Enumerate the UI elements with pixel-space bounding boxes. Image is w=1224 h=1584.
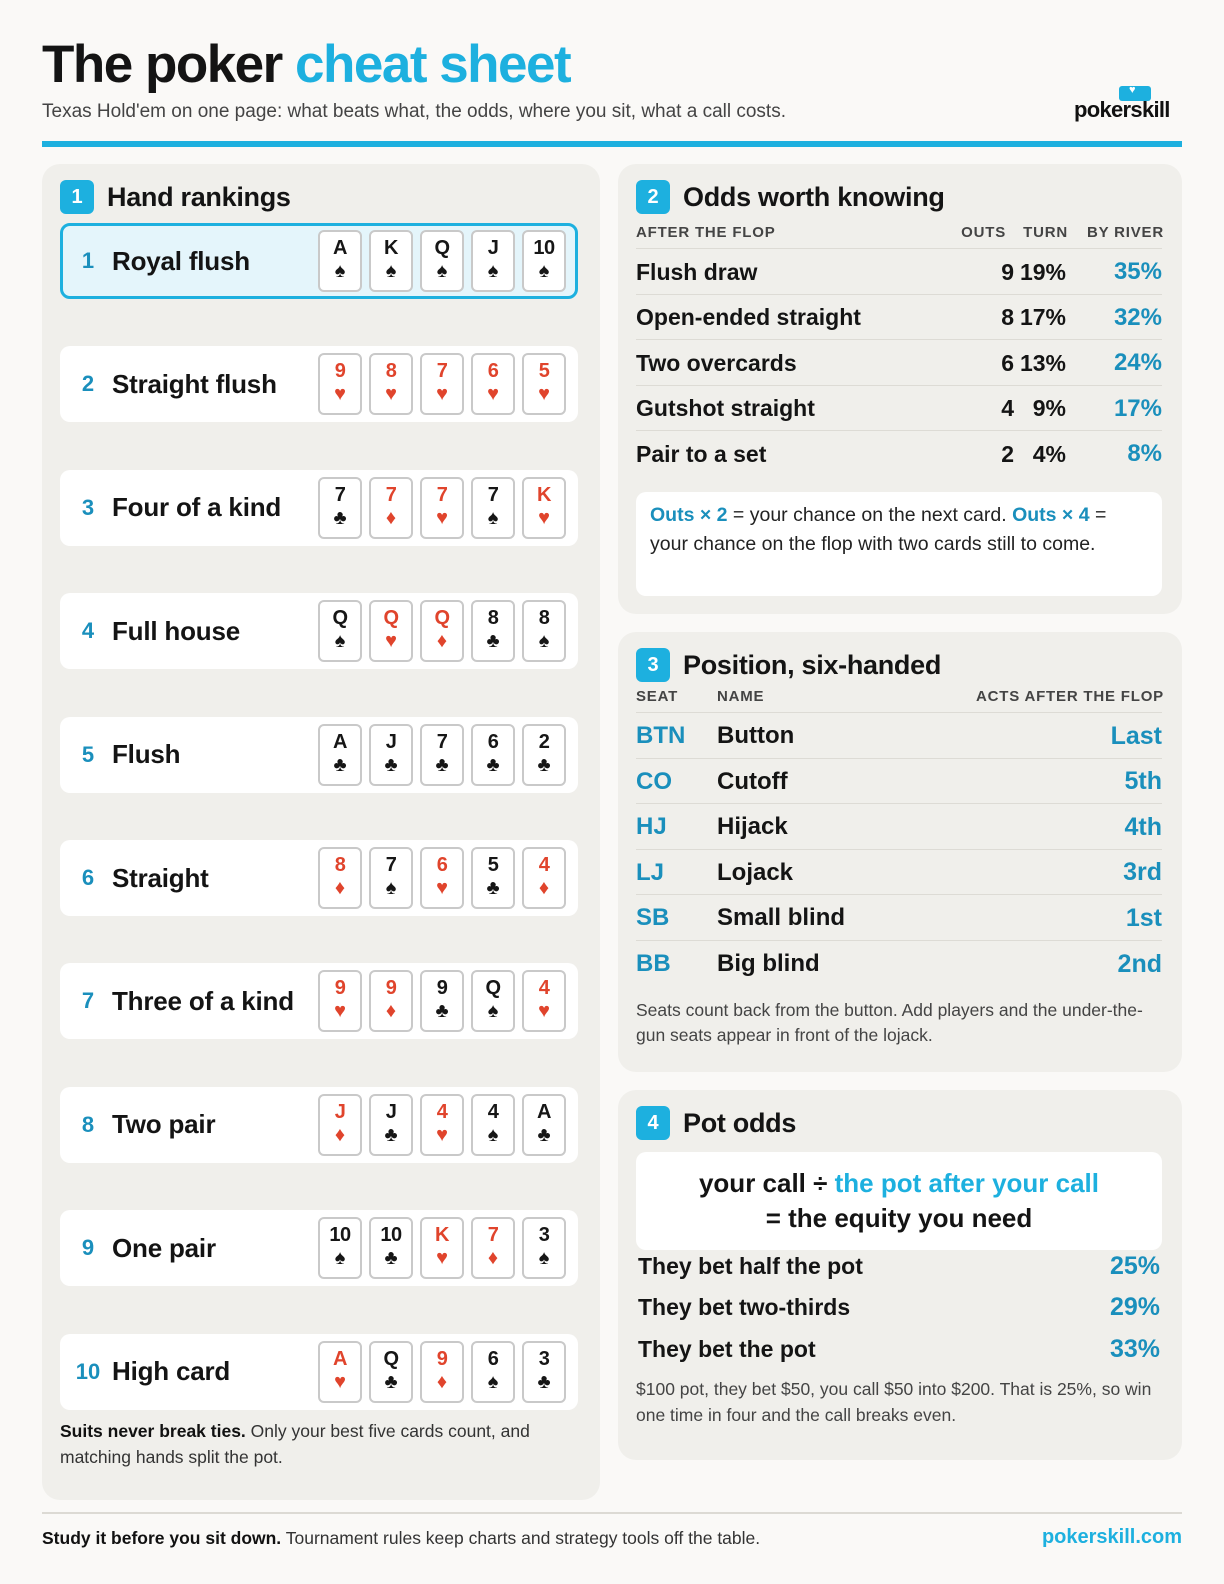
playing-card (318, 1341, 362, 1403)
pot-odds-panel (618, 1090, 1182, 1460)
pot-odds-header (636, 1106, 796, 1140)
brand-logo (1074, 86, 1182, 120)
card-rank: 10 (380, 1224, 402, 1247)
position-note: Seats count back from the button. Add players and the under-the-gun seats appear in front of the lojack. (636, 1000, 1143, 1045)
col-header-outs: OUTS (961, 224, 1006, 241)
playing-card (369, 724, 413, 786)
diamond-icon: ♦ (538, 877, 550, 899)
playing-card (471, 724, 515, 786)
title-accent: cheat sheet (295, 35, 571, 94)
hand-name: High card (112, 1356, 231, 1387)
hand-name: Two pair (112, 1109, 216, 1140)
odds-header (636, 180, 945, 214)
hand-row (60, 470, 578, 546)
seat-name: Small blind (717, 904, 846, 932)
heart-icon: ♥ (538, 1000, 550, 1023)
card-rank: A (333, 1347, 347, 1370)
playing-card (522, 724, 566, 786)
footer-text (42, 1528, 760, 1549)
pot-odds-row (638, 1246, 1160, 1286)
spade-icon: ♠ (487, 1123, 499, 1146)
hand-row (60, 963, 578, 1039)
heart-icon: ♥ (334, 1370, 346, 1393)
playing-card (420, 600, 464, 662)
playing-card (369, 1094, 413, 1156)
position-row (636, 850, 1162, 896)
seat-name: Lojack (717, 858, 794, 886)
title-main: The poker (42, 35, 282, 94)
club-icon: ♣ (486, 877, 500, 899)
footer-divider (42, 1512, 1182, 1514)
playing-card (420, 1341, 464, 1403)
position-row (636, 804, 1162, 850)
spade-icon: ♠ (487, 1370, 499, 1393)
hand-name: Straight (112, 862, 209, 893)
acts-order: 4th (1124, 812, 1162, 841)
card-rank: J (385, 1100, 397, 1123)
diamond-icon: ♦ (334, 1123, 346, 1146)
page-subtitle: Texas Hold'em on one page: what beats what, the odds, where you sit, what a call costs. (42, 101, 786, 122)
seat-name: Hijack (717, 813, 788, 841)
hand-rank-number: 5 (81, 741, 95, 767)
odds-row (636, 340, 1162, 386)
odds-river: 35% (1113, 258, 1162, 285)
equity-needed: 29% (1109, 1293, 1160, 1321)
club-icon: ♣ (384, 1123, 398, 1146)
col-header-river: BY RIVER (1087, 224, 1164, 241)
card-rank: A (333, 730, 347, 753)
section-number-badge: 2 (636, 180, 670, 214)
playing-card (420, 1217, 464, 1279)
playing-card (318, 353, 362, 415)
odds-turn: 9% (1032, 395, 1066, 422)
odds-row (636, 295, 1162, 341)
hand-row (60, 223, 578, 299)
playing-card (471, 847, 515, 909)
odds-label: Gutshot straight (636, 395, 815, 422)
odds-label: Open-ended straight (636, 304, 861, 331)
playing-card (471, 1341, 515, 1403)
seat-abbrev: BB (636, 950, 671, 977)
formula-part: your call ÷ (698, 1168, 835, 1198)
seat-abbrev: LJ (636, 858, 665, 886)
club-icon: ♣ (333, 753, 347, 776)
playing-card (369, 1217, 413, 1279)
playing-card (522, 970, 566, 1032)
card-rank: 10 (533, 237, 555, 259)
acts-order: 5th (1124, 767, 1162, 796)
card-rank: A (537, 1100, 551, 1123)
club-icon: ♣ (384, 1370, 398, 1393)
playing-card (471, 230, 515, 292)
logo-text: pokerskill (1074, 97, 1170, 122)
playing-card (420, 353, 464, 415)
playing-card (522, 847, 566, 909)
card-rank: Q (434, 237, 450, 259)
playing-card (318, 600, 362, 662)
playing-card (471, 970, 515, 1032)
spade-icon: ♠ (334, 1247, 346, 1270)
spade-icon: ♠ (334, 260, 346, 282)
hand-cards (318, 970, 566, 1032)
section-number-badge: 1 (60, 180, 94, 214)
hand-rank-number: 3 (81, 494, 95, 520)
col-header-acts: ACTS AFTER THE FLOP (976, 688, 1164, 705)
seat-name: Button (717, 722, 795, 749)
playing-card (420, 724, 464, 786)
outs-tip-box (636, 492, 1162, 596)
hand-rank-number: 9 (81, 1235, 95, 1261)
card-rank: 8 (487, 607, 499, 630)
tip-highlight: Outs × 4 (1012, 504, 1090, 526)
acts-order: 2nd (1117, 949, 1162, 978)
odds-outs: 2 (1001, 440, 1014, 467)
col-header-seat: SEAT (636, 688, 679, 705)
spade-icon: ♠ (538, 1247, 550, 1270)
card-rank: K (435, 1224, 449, 1247)
card-rank: 9 (385, 977, 397, 1000)
formula-highlight: the pot after your call (834, 1168, 1100, 1198)
card-rank: 3 (538, 1224, 550, 1247)
heart-icon: ♥ (436, 383, 448, 406)
odds-row (636, 249, 1162, 295)
card-rank: 4 (538, 977, 550, 1000)
card-rank: 7 (436, 360, 448, 383)
odds-label: Flush draw (636, 258, 758, 285)
playing-card (420, 1094, 464, 1156)
odds-river: 17% (1113, 394, 1162, 422)
playing-card (522, 1094, 566, 1156)
card-rank: 5 (538, 360, 550, 383)
odds-outs: 4 (1001, 395, 1014, 422)
hand-name: Straight flush (112, 368, 277, 399)
odds-turn: 13% (1019, 349, 1066, 376)
acts-order: Last (1110, 721, 1162, 750)
card-rank: Q (485, 977, 501, 1000)
formula-result: = the equity you need (765, 1203, 1033, 1233)
club-icon: ♣ (384, 1247, 398, 1270)
playing-card (369, 970, 413, 1032)
card-rank: 7 (385, 483, 397, 506)
card-rank: Q (434, 607, 450, 630)
hand-row (60, 1087, 578, 1163)
playing-card (420, 230, 464, 292)
hand-name: One pair (112, 1232, 216, 1263)
card-rank: 9 (334, 360, 346, 383)
spade-icon: ♠ (385, 877, 397, 899)
card-rank: 9 (334, 977, 346, 1000)
card-rank: K (384, 237, 398, 259)
acts-order: 3rd (1123, 858, 1162, 887)
footer-bold: Study it before you sit down. (42, 1528, 282, 1548)
odds-label: Pair to a set (636, 440, 767, 467)
card-rank: J (487, 237, 499, 259)
heart-icon: ♥ (538, 506, 550, 529)
odds-panel (618, 164, 1182, 614)
pot-odds-row (638, 1329, 1160, 1369)
playing-card (318, 847, 362, 909)
diamond-icon: ♦ (487, 1247, 499, 1270)
card-rank: A (333, 237, 347, 259)
club-icon: ♣ (537, 1123, 551, 1146)
hand-cards (318, 353, 566, 415)
heart-icon: ♥ (334, 383, 346, 406)
heart-icon: ♥ (436, 506, 448, 529)
playing-card (471, 1094, 515, 1156)
playing-card (522, 1217, 566, 1279)
position-row (636, 895, 1162, 941)
bet-label: They bet half the pot (638, 1252, 863, 1279)
spade-icon: ♠ (487, 260, 499, 282)
card-rank: 7 (487, 483, 499, 506)
playing-card (522, 600, 566, 662)
playing-card (318, 1094, 362, 1156)
playing-card (369, 1341, 413, 1403)
seat-name: Big blind (717, 950, 820, 977)
hand-cards (318, 847, 566, 909)
odds-label: Two overcards (636, 349, 797, 376)
card-rank: 4 (436, 1100, 448, 1123)
hand-rankings-header (60, 180, 291, 214)
hand-row (60, 593, 578, 669)
playing-card (471, 353, 515, 415)
playing-card (318, 724, 362, 786)
hand-cards (318, 1094, 566, 1156)
card-rank: 8 (334, 854, 346, 876)
odds-river: 24% (1113, 349, 1162, 377)
section-title: Hand rankings (107, 181, 291, 212)
card-rank: 2 (538, 730, 550, 753)
card-rank: 7 (385, 854, 397, 876)
card-rank: 3 (538, 1347, 550, 1370)
spade-icon: ♠ (487, 1000, 499, 1023)
heart-icon: ♥ (436, 877, 448, 899)
card-rank: 7 (487, 1224, 499, 1247)
card-rank: Q (383, 607, 399, 630)
seat-abbrev: SB (636, 904, 670, 932)
card-rank: 4 (538, 854, 550, 876)
card-rank: 6 (436, 854, 448, 876)
seat-abbrev: HJ (636, 813, 667, 841)
position-row (636, 759, 1162, 805)
playing-card (420, 477, 464, 539)
hand-row (60, 717, 578, 793)
heart-icon: ♥ (436, 1123, 448, 1146)
hand-cards (318, 1217, 566, 1279)
card-rank: 4 (487, 1100, 499, 1123)
hand-row (60, 1210, 578, 1286)
col-header-name: NAME (717, 688, 765, 705)
card-rank: 7 (436, 730, 448, 753)
hand-row (60, 346, 578, 422)
odds-turn: 19% (1019, 258, 1066, 285)
tip-text: = your chance on the flop with two cards still to come. (650, 504, 1107, 555)
playing-card (420, 970, 464, 1032)
playing-card (522, 477, 566, 539)
club-icon: ♣ (537, 753, 551, 776)
card-rank: Q (383, 1347, 399, 1370)
col-header-label: AFTER THE FLOP (636, 224, 776, 241)
playing-card (420, 847, 464, 909)
equity-needed: 25% (1109, 1251, 1160, 1280)
card-rank: 7 (436, 483, 448, 506)
section-title: Pot odds (683, 1107, 797, 1138)
card-rank: 6 (487, 360, 499, 383)
hand-rank-number: 4 (81, 618, 95, 644)
hand-name: Flush (112, 739, 181, 770)
spade-icon: ♠ (487, 506, 499, 529)
pot-odds-formula (636, 1152, 1162, 1250)
spade-icon: ♠ (334, 630, 346, 653)
hand-rank-number: 7 (81, 988, 95, 1014)
club-icon: ♣ (435, 753, 449, 776)
playing-card (318, 230, 362, 292)
odds-row (636, 431, 1162, 477)
playing-card (369, 230, 413, 292)
playing-card (522, 353, 566, 415)
card-rank: 8 (538, 607, 550, 630)
card-rank: 6 (487, 1347, 499, 1370)
heart-icon: ♥ (334, 1000, 346, 1023)
note-bold: Suits never break ties. (60, 1421, 246, 1441)
card-rank: 9 (436, 977, 448, 1000)
playing-card (471, 477, 515, 539)
card-rank: 9 (436, 1347, 448, 1370)
tip-highlight: Outs × 2 (650, 504, 728, 526)
heart-icon: ♥ (538, 383, 550, 406)
hand-rank-number: 10 (75, 1358, 101, 1384)
playing-card (471, 1217, 515, 1279)
section-title: Position, six-handed (683, 649, 942, 680)
col-header-turn: TURN (1023, 224, 1068, 241)
spade-icon: ♠ (436, 260, 448, 282)
diamond-icon: ♦ (385, 1000, 397, 1023)
position-row (636, 713, 1162, 759)
card-rank: 10 (329, 1224, 351, 1247)
tip-text: = your chance on the next card. (727, 504, 1013, 526)
section-title: Odds worth knowing (683, 181, 945, 212)
pot-odds-row (638, 1288, 1160, 1328)
hand-rankings-panel (42, 164, 600, 1500)
card-rank: 7 (334, 483, 346, 506)
seat-abbrev: CO (636, 767, 672, 795)
club-icon: ♣ (333, 506, 347, 529)
playing-card (369, 600, 413, 662)
odds-row (636, 386, 1162, 432)
diamond-icon: ♦ (436, 630, 448, 653)
playing-card (318, 477, 362, 539)
playing-card (471, 600, 515, 662)
spade-icon: ♠ (385, 260, 397, 282)
odds-outs: 6 (1001, 349, 1014, 376)
club-icon: ♣ (486, 753, 500, 776)
heart-icon: ♥ (385, 383, 397, 406)
hand-rank-number: 1 (81, 248, 95, 273)
card-rank: Q (332, 607, 348, 630)
odds-river: 32% (1113, 303, 1162, 331)
card-rank: K (537, 483, 551, 506)
club-icon: ♣ (435, 1000, 449, 1023)
playing-card (522, 230, 566, 292)
position-header (636, 648, 941, 682)
playing-card (522, 1341, 566, 1403)
diamond-icon: ♦ (334, 877, 346, 899)
spade-icon: ♠ (538, 630, 550, 653)
hand-cards (318, 600, 566, 662)
logo-badge-icon: ♥ (1119, 86, 1151, 101)
playing-card (369, 477, 413, 539)
bet-label: They bet the pot (638, 1335, 816, 1362)
heart-icon: ♥ (385, 630, 397, 653)
footer-link[interactable]: pokerskill.com (1041, 1526, 1182, 1548)
hand-rank-number: 6 (81, 865, 95, 890)
odds-outs: 8 (1001, 304, 1014, 331)
section-number-badge: 3 (636, 648, 670, 682)
seat-name: Cutoff (717, 767, 788, 795)
page-title (42, 35, 571, 94)
pot-odds-note: $100 pot, they bet $50, you call $50 into $200. That is 25%, so win one time in four and the call breaks even. (636, 1379, 1152, 1425)
note-text: Only your best five cards count, and matching hands split the pot. (60, 1421, 530, 1467)
header (42, 30, 1182, 142)
card-rank: 6 (487, 730, 499, 753)
odds-turn: 4% (1032, 440, 1066, 467)
heart-icon: ♥ (436, 1247, 448, 1270)
position-panel (618, 632, 1182, 1072)
card-rank: 5 (487, 854, 499, 876)
odds-river: 8% (1127, 440, 1162, 468)
hand-cards (318, 724, 566, 786)
hand-name: Royal flush (112, 245, 250, 276)
bet-label: They bet two-thirds (638, 1294, 851, 1320)
footer-rest: Tournament rules keep charts and strategy tools off the table. (281, 1528, 761, 1548)
hand-name: Full house (112, 615, 241, 646)
card-rank: 8 (385, 360, 397, 383)
club-icon: ♣ (537, 1370, 551, 1393)
diamond-icon: ♦ (385, 506, 397, 529)
playing-card (318, 970, 362, 1032)
playing-card (369, 847, 413, 909)
card-rank: J (334, 1100, 346, 1123)
club-icon: ♣ (486, 630, 500, 653)
hand-rank-number: 8 (81, 1111, 95, 1137)
playing-card (369, 353, 413, 415)
spade-icon: ♠ (538, 260, 550, 282)
hand-name: Four of a kind (112, 492, 282, 523)
hand-name: Three of a kind (112, 985, 294, 1016)
hand-row (60, 1334, 578, 1410)
hand-cards (318, 230, 566, 292)
card-rank: J (385, 730, 397, 753)
section-number-badge: 4 (636, 1106, 670, 1140)
hand-cards (318, 1341, 566, 1403)
acts-order: 1st (1125, 903, 1162, 932)
playing-card (318, 1217, 362, 1279)
equity-needed: 33% (1109, 1334, 1160, 1363)
odds-outs: 9 (1001, 258, 1014, 285)
header-divider (42, 141, 1182, 147)
position-row (636, 941, 1162, 987)
club-icon: ♣ (384, 753, 398, 776)
hand-cards (318, 477, 566, 539)
seat-abbrev: BTN (636, 722, 686, 749)
heart-icon: ♥ (487, 383, 499, 406)
diamond-icon: ♦ (436, 1370, 448, 1393)
hand-rankings-note (60, 1418, 590, 1470)
hand-rank-number: 2 (81, 371, 95, 397)
odds-turn: 17% (1019, 304, 1066, 331)
hand-row (60, 840, 578, 916)
